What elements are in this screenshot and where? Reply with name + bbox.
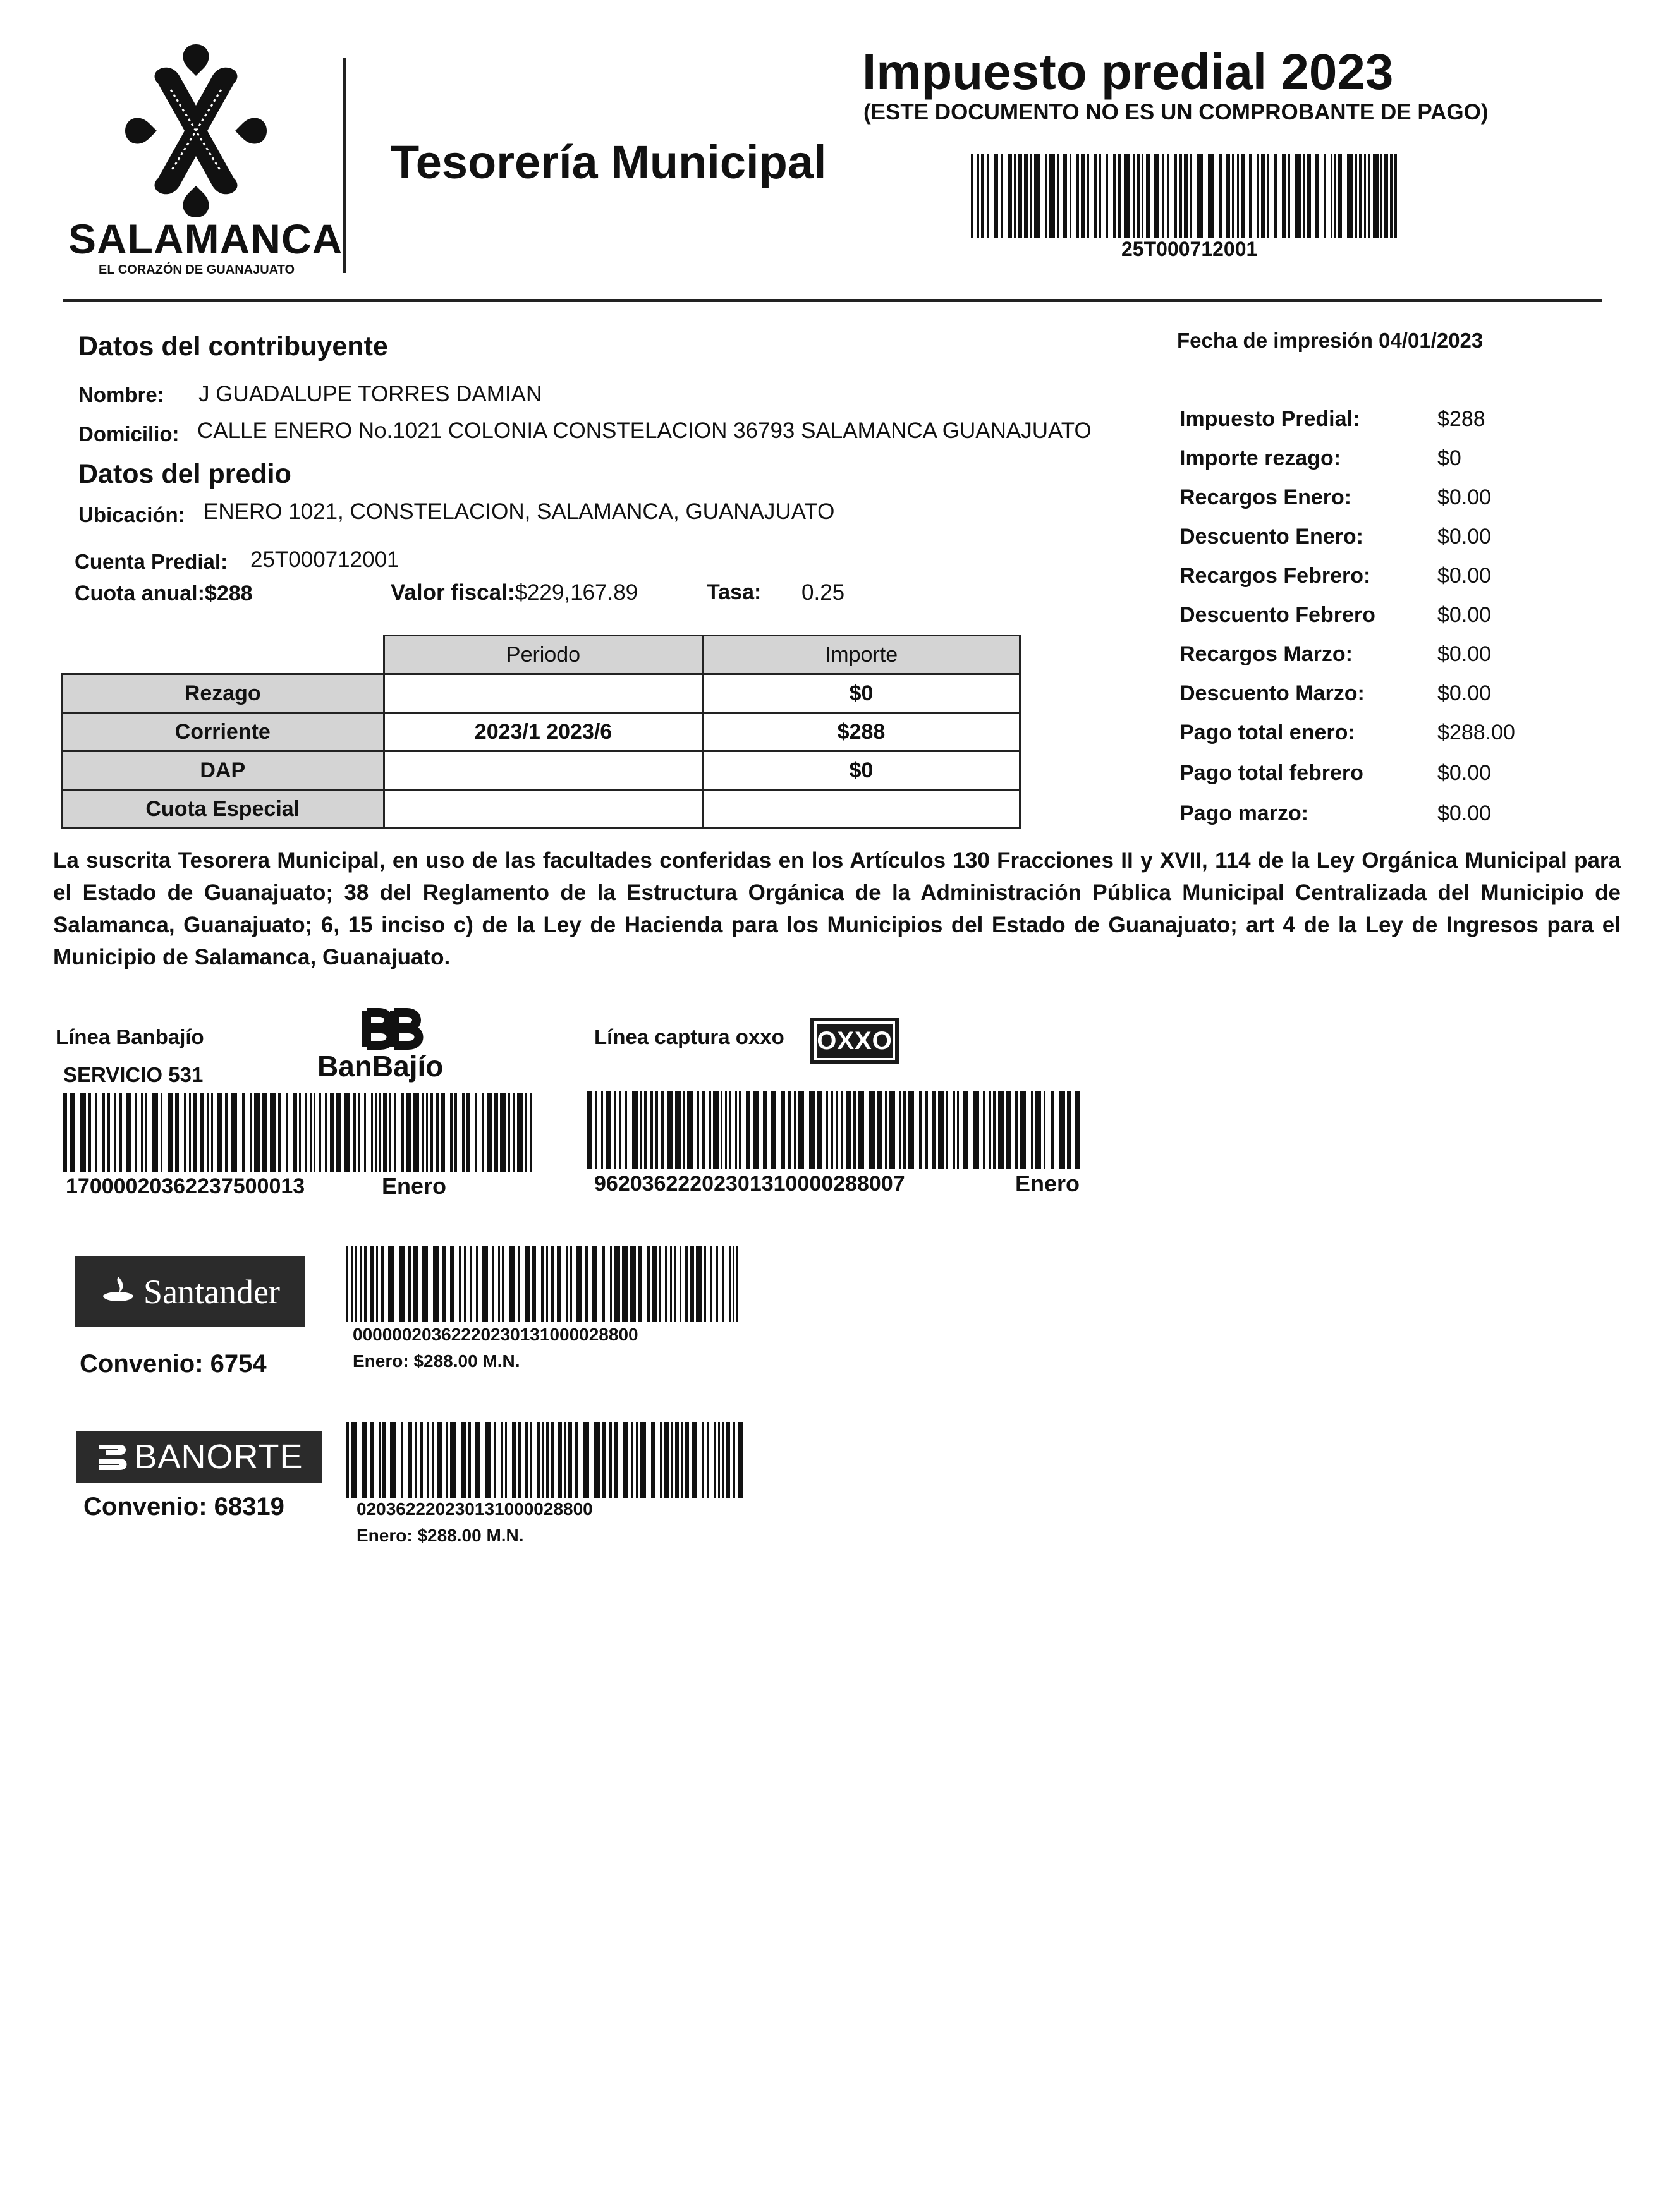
row-period: 2023/1 2023/6 — [384, 713, 703, 751]
banbajio-month: Enero — [382, 1173, 447, 1199]
header-barcode-text: 25T000712001 — [1121, 238, 1258, 260]
summary-label: Importe rezago: — [1179, 446, 1341, 470]
banbajio-service: SERVICIO 531 — [63, 1063, 204, 1086]
summary-label: Pago total febrero — [1179, 761, 1363, 785]
banbajio-reference: 17000020362237500013 — [66, 1174, 305, 1198]
oxxo-reference: 96203622202301310000288007 — [594, 1172, 905, 1196]
summary-value: $0.00 — [1437, 801, 1492, 825]
summary-label: Recargos Enero: — [1179, 485, 1352, 509]
row-period — [384, 751, 703, 790]
table-header-row — [62, 636, 1020, 674]
summary-value: $288 — [1437, 407, 1485, 431]
summary-value: $0 — [1437, 446, 1461, 470]
row-period — [384, 790, 703, 829]
department-title: Tesorería Municipal — [391, 136, 827, 188]
row-amount — [703, 790, 1020, 829]
santander-logo — [75, 1256, 305, 1327]
banorte-mark-icon — [95, 1441, 130, 1473]
header-divider — [343, 58, 346, 273]
row-concept: Corriente — [62, 713, 384, 751]
santander-brand: Santander — [143, 1273, 280, 1311]
summary-value: $0.00 — [1437, 525, 1492, 549]
logo-wordmark: SALAMANCA — [68, 216, 343, 262]
banorte-amount: Enero: $288.00 M.N. — [357, 1526, 524, 1545]
header-rule — [63, 299, 1602, 302]
summary-value: $0.00 — [1437, 642, 1492, 666]
santander-amount: Enero: $288.00 M.N. — [353, 1351, 520, 1371]
row-amount: $288 — [703, 713, 1020, 751]
annual-fee-label: Cuota anual: — [75, 581, 205, 605]
summary-value: $0.00 — [1437, 485, 1492, 509]
banorte-brand: BANORTE — [134, 1438, 303, 1476]
santander-flame-icon — [99, 1274, 137, 1310]
summary-value: $0.00 — [1437, 681, 1492, 705]
row-period — [384, 674, 703, 713]
print-date: Fecha de impresión 04/01/2023 — [1177, 329, 1484, 352]
annual-fee-value: $288 — [204, 581, 253, 605]
summary-value: $0.00 — [1437, 564, 1492, 588]
summary-label: Descuento Marzo: — [1179, 681, 1365, 705]
table-row — [62, 713, 1020, 751]
summary-label: Pago total enero: — [1179, 720, 1355, 744]
address-value: CALLE ENERO No.1021 COLONIA CONSTELACION 36793 SALAMANCA GUANAJUATO — [197, 418, 1092, 443]
name-value: J GUADALUPE TORRES DAMIAN — [198, 382, 542, 406]
banorte-logo — [76, 1431, 322, 1483]
summary-value: $288.00 — [1437, 720, 1515, 744]
row-amount: $0 — [703, 674, 1020, 713]
summary-label: Recargos Febrero: — [1179, 564, 1371, 588]
banorte-reference: 020362220230131000028800 — [357, 1499, 593, 1519]
header-barcode — [971, 154, 1401, 238]
oxxo-line-label: Línea captura oxxo — [594, 1025, 784, 1048]
summary-label: Descuento Enero: — [1179, 525, 1363, 549]
banorte-barcode — [346, 1422, 745, 1498]
account-label: Cuenta Predial: — [75, 550, 228, 573]
santander-barcode — [346, 1246, 745, 1322]
logo-tagline: EL CORAZÓN DE GUANAJUATO — [99, 263, 295, 277]
summary-label: Impuesto Predial: — [1179, 407, 1360, 431]
fiscal-value-label: Valor fiscal: — [391, 580, 515, 605]
fiscal-value-amount: $229,167.89 — [515, 580, 638, 605]
document-title: Impuesto predial 2023 — [862, 44, 1394, 100]
period-table — [61, 635, 1021, 829]
summary-label: Pago marzo: — [1179, 801, 1309, 825]
santander-reference: 00000020362220230131000028800 — [353, 1325, 638, 1344]
summary-label: Descuento Febrero — [1179, 603, 1375, 627]
location-label: Ubicación: — [78, 503, 185, 526]
header-importe: Importe — [703, 636, 1020, 674]
oxxo-barcode — [587, 1091, 1082, 1169]
annual-fee — [75, 581, 253, 606]
account-value: 25T000712001 — [250, 547, 399, 572]
fiscal-value — [391, 580, 638, 605]
banbajio-logo-icon — [354, 1006, 424, 1052]
oxxo-logo — [810, 1018, 899, 1064]
banbajio-line-label: Línea Banbajío — [56, 1025, 204, 1048]
legal-text: La suscrita Tesorera Municipal, en uso de las facultades conferidas en los Artículos 130 Fracciones II y XVII, 114 de la Ley Orgánica Municipal para el Estado de Guanajuato; 38 del Reglamento de la Estructura Orgánica de la Administración Pública Municipal Centralizada del Municipio de Salamanca, Guanajuato; 6, 15 inciso c) de la Ley de Hacienda para los Municipios del Estado de Guanajuato; art 4 de la Ley de Ingresos para el Municipio de Salamanca, Guanajuato. — [53, 848, 1621, 969]
row-amount: $0 — [703, 751, 1020, 790]
summary-value: $0.00 — [1437, 761, 1492, 785]
table-row — [62, 790, 1020, 829]
santander-agreement: Convenio: 6754 — [80, 1350, 267, 1378]
header-periodo: Periodo — [384, 636, 703, 674]
taxpayer-section-title: Datos del contribuyente — [78, 331, 388, 362]
oxxo-month: Enero — [1015, 1170, 1080, 1196]
rate-value: 0.25 — [801, 580, 845, 605]
property-section-title: Datos del predio — [78, 459, 291, 489]
banorte-agreement: Convenio: 68319 — [83, 1493, 284, 1521]
banbajio-brand: BanBajío — [317, 1050, 444, 1083]
row-concept: DAP — [62, 751, 384, 790]
table-row — [62, 674, 1020, 713]
banbajio-barcode — [63, 1093, 535, 1172]
summary-value: $0.00 — [1437, 603, 1492, 627]
location-value: ENERO 1021, CONSTELACION, SALAMANCA, GUANAJUATO — [204, 499, 835, 524]
row-concept: Rezago — [62, 674, 384, 713]
salamanca-logo-icon — [120, 39, 272, 222]
oxxo-brand: OXXO — [817, 1026, 893, 1055]
address-label: Domicilio: — [78, 422, 180, 446]
name-label: Nombre: — [78, 383, 164, 406]
document-notice: (ESTE DOCUMENTO NO ES UN COMPROBANTE DE PAGO) — [863, 100, 1489, 125]
table-row — [62, 751, 1020, 790]
summary-label: Recargos Marzo: — [1179, 642, 1353, 666]
rate-label: Tasa: — [707, 580, 762, 604]
row-concept: Cuota Especial — [62, 790, 384, 829]
